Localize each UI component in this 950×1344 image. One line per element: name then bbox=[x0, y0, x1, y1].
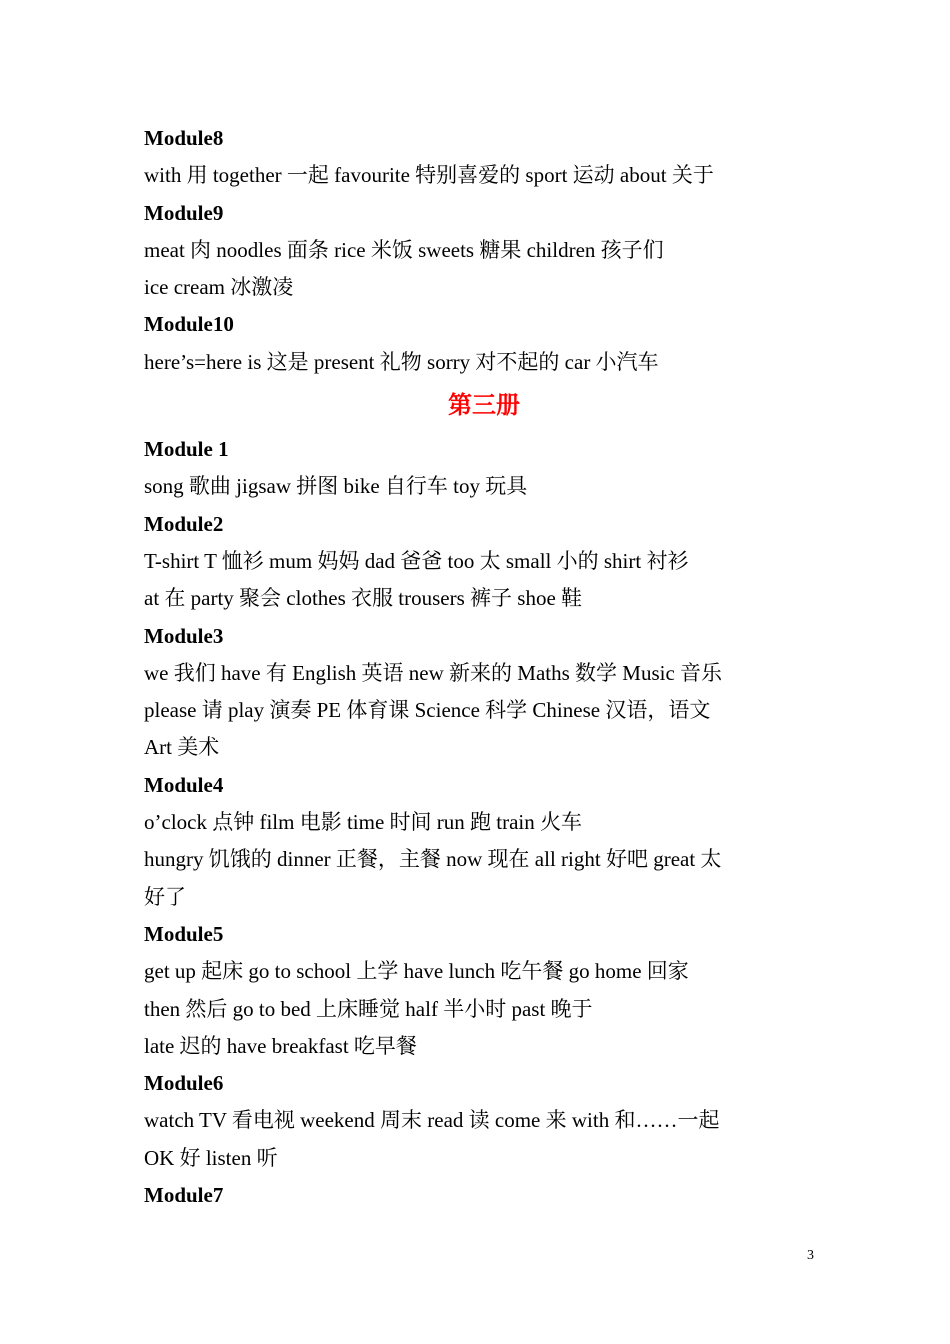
vocabulary-line: we 我们 have 有 English 英语 new 新来的 Maths 数学 Music 音乐 bbox=[144, 660, 723, 685]
vocabulary-line: watch TV 看电视 weekend 周末 read 读 come 来 with 和……一起 bbox=[144, 1108, 720, 1133]
vocabulary-list bbox=[144, 120, 824, 1214]
module-heading: Module8 bbox=[144, 126, 224, 150]
vocabulary-line: here’s=here is 这是 present 礼物 sorry 对不起的 car 小汽车 bbox=[144, 349, 659, 374]
vocabulary-line: Art 美术 bbox=[144, 735, 220, 760]
module-heading: Module7 bbox=[144, 1183, 224, 1208]
vocabulary-line: T-shirt T 恤衫 mum 妈妈 dad 爸爸 too 太 small 小的 shirt 衬衫 bbox=[144, 548, 689, 573]
vocabulary-line: at 在 party 聚会 clothes 衣服 trousers 裤子 shoe 鞋 bbox=[144, 586, 583, 611]
module-heading: Module9 bbox=[144, 200, 224, 225]
vocabulary-line: 好了 bbox=[144, 884, 186, 909]
module-heading: Module 1 bbox=[144, 437, 229, 462]
volume-title: 第三册 bbox=[448, 393, 520, 420]
module-heading: Module5 bbox=[144, 921, 224, 946]
module-heading: Module6 bbox=[144, 1071, 224, 1096]
vocabulary-line: with 用 together 一起 favourite 特别喜爱的 sport 运动 about 关于 bbox=[144, 163, 714, 188]
vocabulary-line: OK 好 listen 听 bbox=[144, 1145, 278, 1170]
vocabulary-line: ice cream 冰激凌 bbox=[144, 275, 294, 300]
vocabulary-line: get up 起床 go to school 上学 have lunch 吃午餐 go home 回家 bbox=[144, 959, 689, 984]
module-heading: Module2 bbox=[144, 511, 224, 536]
vocabulary-line: late 迟的 have breakfast 吃早餐 bbox=[144, 1033, 417, 1058]
vocabulary-line: meat 肉 noodles 面条 rice 米饭 sweets 糖果 children 孩子们 bbox=[144, 237, 664, 262]
vocabulary-line: o’clock 点钟 film 电影 time 时间 run 跑 train 火车 bbox=[144, 810, 583, 835]
vocabulary-line: please 请 play 演奏 PE 体育课 Science 科学 Chinese 汉语，语文 bbox=[144, 698, 711, 723]
module-heading: Module4 bbox=[144, 772, 224, 797]
vocabulary-line: then 然后 go to bed 上床睡觉 half 半小时 past 晚于 bbox=[144, 996, 593, 1021]
vocabulary-line: song 歌曲 jigsaw 拼图 bike 自行车 toy 玩具 bbox=[144, 474, 528, 499]
page-number: 3 bbox=[807, 1248, 814, 1263]
module-heading: Module3 bbox=[144, 623, 224, 648]
module-heading: Module10 bbox=[144, 312, 234, 337]
vocabulary-line: hungry 饥饿的 dinner 正餐，主餐 now 现在 all right 好吧 great 太 bbox=[144, 847, 722, 872]
